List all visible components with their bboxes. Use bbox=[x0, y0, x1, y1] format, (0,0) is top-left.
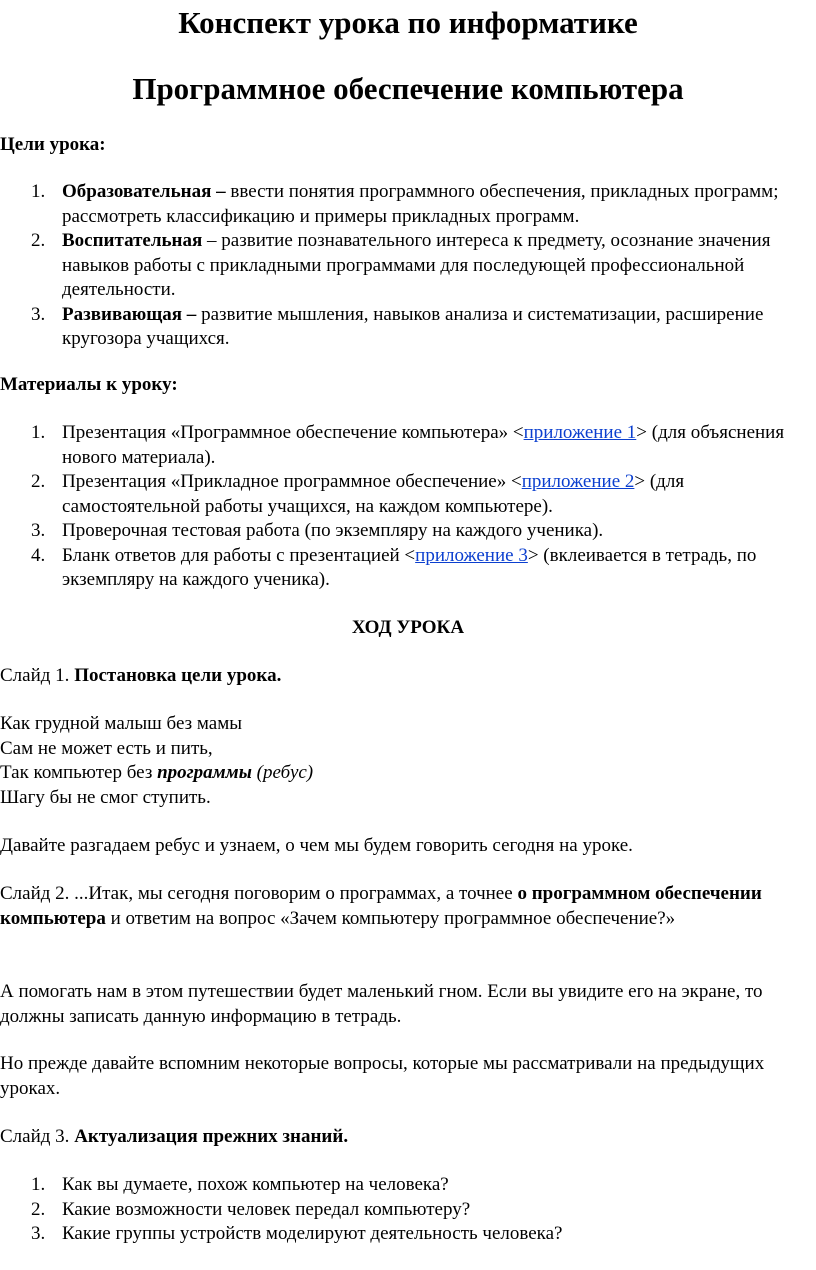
goals-heading: Цели урока: bbox=[0, 134, 106, 155]
list-number: 1. bbox=[31, 181, 46, 202]
poem-line bbox=[0, 761, 812, 786]
list-item bbox=[0, 229, 812, 303]
slide-label: Слайд 3. bbox=[0, 1126, 75, 1147]
paragraph-recall: Но прежде давайте вспомним некоторые вопросы, которые мы рассматривали на предыдущих уроках. bbox=[0, 1053, 765, 1099]
list-number: 4. bbox=[31, 544, 46, 566]
list-item bbox=[0, 180, 812, 229]
goal-text: развитие мышления, навыков анализа и систематизации, расширение кругозора учащихся. bbox=[62, 303, 764, 349]
question-text: Какие группы устройств моделируют деятельность человека? bbox=[62, 1223, 563, 1244]
poem-text: Так компьютер без bbox=[0, 762, 158, 783]
list-item bbox=[0, 421, 812, 470]
list-number: 1. bbox=[31, 422, 46, 443]
slide-label: Слайд 1. bbox=[0, 665, 75, 686]
goal-text: ввести понятия программного обеспечения, прикладных программ; рассмотреть классификацию и примеры прикладных программ. bbox=[62, 181, 779, 227]
list-item bbox=[0, 1198, 812, 1223]
poem-line: Как грудной малыш без мамы bbox=[0, 713, 243, 734]
slide-2-text: Слайд 2. ...Итак, мы сегодня поговорим о программах, а точнее bbox=[0, 883, 518, 904]
list-number: 3. bbox=[31, 303, 46, 325]
questions-list bbox=[0, 1173, 812, 1247]
slide-2-text-after: и ответим на вопрос «Зачем компьютеру программное обеспечение?» bbox=[105, 907, 676, 929]
list-number: 2. bbox=[31, 1198, 46, 1220]
appendix-link-2[interactable]: приложение 2 bbox=[521, 471, 635, 492]
slide-1-title bbox=[0, 664, 812, 689]
material-text-after: > (для объяснения нового материала). bbox=[62, 422, 785, 468]
poem bbox=[0, 712, 812, 810]
materials-list bbox=[0, 421, 812, 593]
goal-text: – развитие познавательного интереса к предмету, осознание значения навыков работы с прикладными программами для последующей профессиональной деятельности. bbox=[62, 230, 771, 300]
list-item bbox=[0, 1173, 812, 1198]
document-title: Конспект урока по информатике bbox=[178, 5, 638, 40]
list-number: 2. bbox=[31, 471, 46, 492]
poem-line: Шагу бы не смог ступить. bbox=[0, 786, 211, 808]
material-text: Презентация «Программное обеспечение компьютера» < bbox=[62, 422, 524, 443]
list-number: 3. bbox=[31, 1223, 46, 1244]
question-text: Какие возможности человек передал компьютеру? bbox=[62, 1198, 471, 1220]
list-item bbox=[0, 303, 812, 352]
list-item bbox=[0, 1222, 812, 1247]
list-number: 1. bbox=[31, 1174, 46, 1195]
list-item bbox=[0, 470, 812, 519]
slide-topic: Актуализация прежних знаний. bbox=[74, 1126, 349, 1147]
slide-3-title bbox=[0, 1125, 812, 1150]
poem-note: (ребус) bbox=[251, 762, 314, 783]
material-text-after: > (для самостоятельной работы учащихся, на каждом компьютере). bbox=[62, 471, 685, 517]
poem-emphasis: программы bbox=[157, 762, 252, 783]
goal-type: Развивающая – bbox=[62, 303, 197, 325]
lesson-heading: ХОД УРОКА bbox=[351, 617, 465, 638]
slide-topic: Постановка цели урока. bbox=[74, 665, 282, 686]
material-text: Презентация «Прикладное программное обеспечение» < bbox=[62, 471, 522, 492]
paragraph-gnome: А помогать нам в этом путешествии будет маленький гном. Если вы увидите его на экране, то должны записать данную информацию в тетрадь. bbox=[0, 981, 763, 1027]
paragraph-rebus: Давайте разгадаем ребус и узнаем, о чем мы будем говорить сегодня на уроке. bbox=[0, 835, 633, 856]
slide-2-emphasis: о программном обеспечении компьютера bbox=[0, 883, 762, 929]
material-text: Бланк ответов для работы с презентацией < bbox=[62, 544, 416, 566]
material-text-after: > (вклеивается в тетрадь, по экземпляру на каждого ученика). bbox=[62, 544, 757, 590]
list-item bbox=[0, 519, 812, 544]
appendix-link-3[interactable]: приложение 3 bbox=[415, 544, 528, 566]
material-text: Проверочная тестовая работа (по экземпляру на каждого ученика). bbox=[62, 520, 604, 541]
list-number: 3. bbox=[31, 520, 46, 541]
materials-heading: Материалы к уроку: bbox=[0, 374, 178, 395]
poem-line: Сам не может есть и пить, bbox=[0, 737, 213, 759]
question-text: Как вы думаете, похож компьютер на человека? bbox=[62, 1174, 449, 1195]
document-subtitle: Программное обеспечение компьютера bbox=[132, 71, 684, 106]
slide-2-paragraph bbox=[0, 882, 812, 931]
goal-type: Образовательная – bbox=[62, 181, 226, 202]
appendix-link-1[interactable]: приложение 1 bbox=[523, 422, 637, 443]
goals-list bbox=[0, 180, 812, 352]
list-number: 2. bbox=[31, 230, 46, 251]
list-item bbox=[0, 544, 812, 593]
goal-type: Воспитательная bbox=[62, 230, 203, 251]
